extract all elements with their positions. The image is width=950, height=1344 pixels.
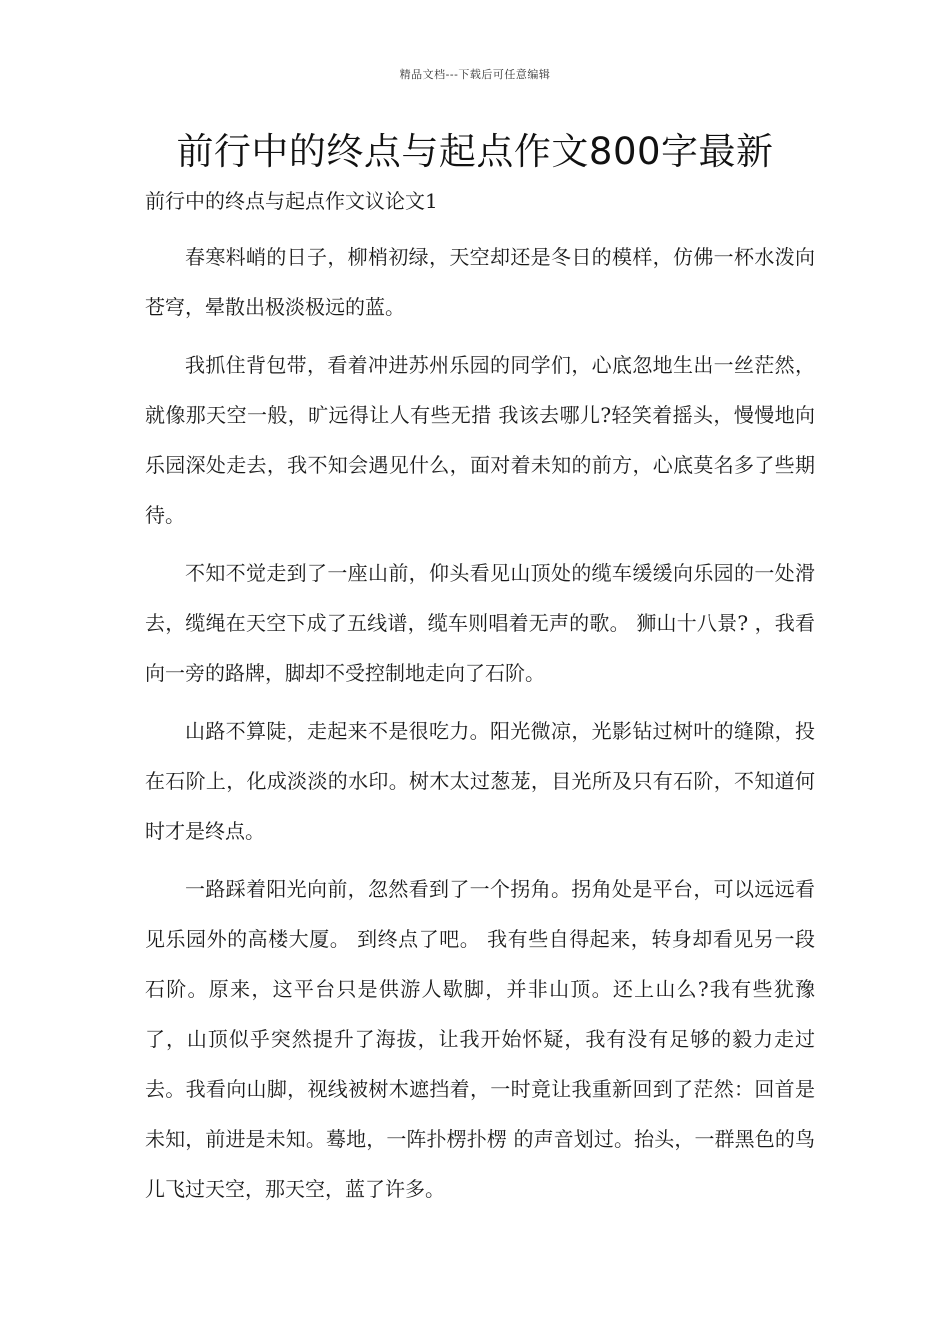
page-header-note: 精品文档---下载后可任意编辑 [399,68,551,81]
paragraph: 不知不觉走到了一座山前，仰头看见山顶处的缆车缓缓向乐园的一处滑去，缆绳在天空下成了五线谱，缆车则唱着无声的歌。 狮山十八景? ，我看向一旁的路牌，脚却不受控制地走向了石阶。 [145,561,815,685]
paragraph: 我抓住背包带，看着冲进苏州乐园的同学们，心底忽地生出一丝茫然，就像那天空一般，旷远得让人有些无措 我该去哪儿?轻笑着摇头，慢慢地向乐园深处走去，我不知会遇见什么，面对着未知的前方，心底莫名多了些期待。 [145,353,815,527]
paragraph: 春寒料峭的日子，柳梢初绿，天空却还是冬日的模样，仿佛一杯水泼向苍穹，晕散出极淡极远的蓝。 [145,245,815,319]
paragraph: 一路踩着阳光向前，忽然看到了一个拐角。拐角处是平台，可以远远看见乐园外的高楼大厦。 到终点了吧。 我有些自得起来，转身却看见另一段石阶。原来，这平台只是供游人歇脚，并非山顶。还上山么?我有些犹豫了，山顶似乎突然提升了海拔，让我开始怀疑，我有没有足够的毅力走过去。我看向山脚，视线被树木遮挡着，一时竟让我重新回到了茫然：回首是未知，前进是未知。蓦地，一阵扑楞扑楞 的声音划过。抬头，一群黑色的鸟儿飞过天空，那天空，蓝了许多。 [145,877,815,1201]
document-subtitle: 前行中的终点与起点作文议论文1 [145,189,438,213]
document-body [145,232,815,1222]
document-title: 前行中的终点与起点作文800字最新 [176,130,774,173]
paragraph: 山路不算陡，走起来不是很吃力。阳光微凉，光影钻过树叶的缝隙，投在石阶上，化成淡淡的水印。树木太过葱茏，目光所及只有石阶，不知道何时才是终点。 [145,719,815,843]
